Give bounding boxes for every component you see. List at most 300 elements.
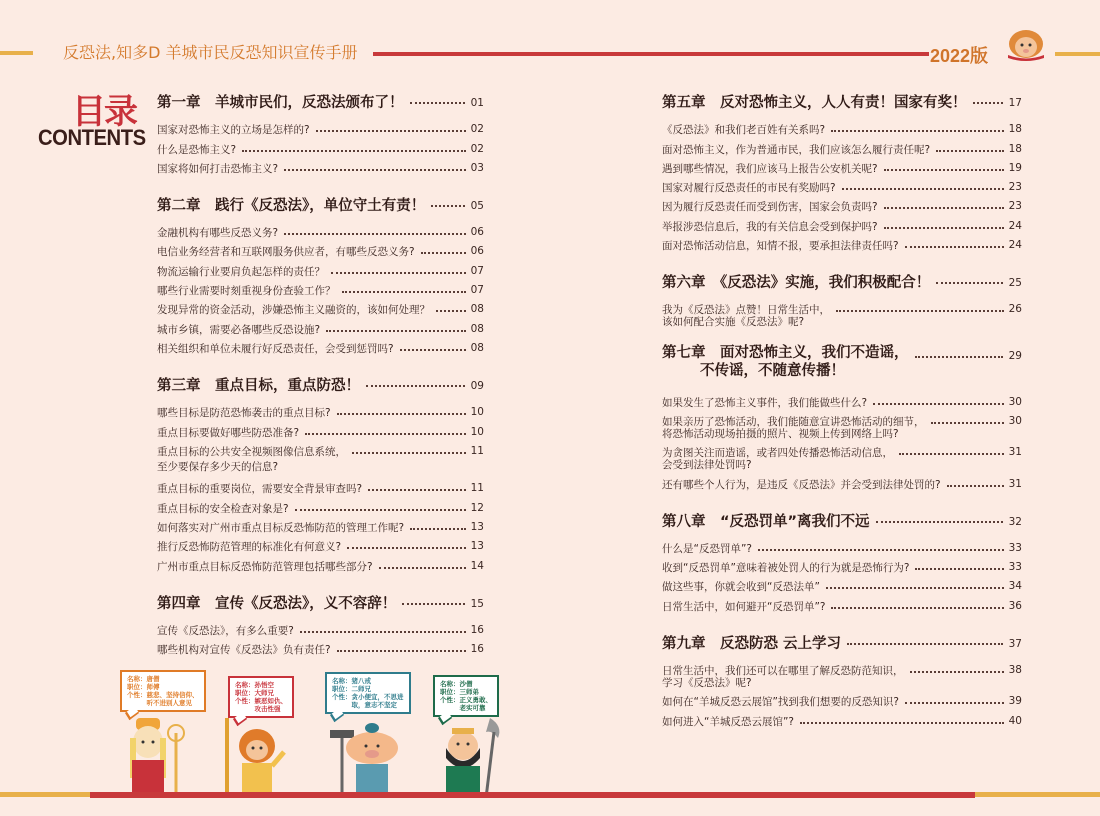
- dot-leader: [876, 521, 1003, 523]
- bubble-line: 名称：猪八戒: [332, 677, 371, 685]
- toc-entry-row: [157, 496, 484, 515]
- bubble-line: 取，意志不坚定: [332, 701, 397, 709]
- chapter-title: [157, 592, 396, 613]
- dot-leader: [337, 650, 466, 652]
- chapter-page-number: 25: [1008, 277, 1022, 290]
- entry-page-number: 03: [470, 161, 484, 174]
- chapter-heading-link[interactable]: [662, 629, 1022, 653]
- dot-leader: [352, 452, 466, 454]
- dot-leader: [331, 272, 466, 274]
- entry-title: 哪些目标是防范恐怖袭击的重点目标?: [157, 407, 331, 420]
- entry-title: 日常生活中，我们还可以在哪里了解反恐防范知识，: [662, 665, 904, 678]
- entry-page-number: 33: [1008, 541, 1022, 554]
- toc-entry[interactable]: [157, 298, 484, 317]
- toc-entry-row: [662, 410, 1022, 429]
- toc-entry[interactable]: [157, 554, 484, 573]
- footer-gold-bar-right: [975, 792, 1100, 797]
- toc-entry-row: [662, 441, 1022, 460]
- chapter-title: [157, 194, 425, 215]
- chapter-page-number: 15: [470, 597, 484, 610]
- toc-entry-row: [157, 477, 484, 496]
- header-title: 反恐法,知多D 羊城市民反恐知识宣传手册: [63, 43, 358, 62]
- chapter-title: [662, 91, 967, 112]
- chapter-page-number: 29: [1008, 350, 1022, 363]
- toc-entry[interactable]: [157, 259, 484, 278]
- entry-title: 重点目标要做好哪些防恐准备?: [157, 426, 300, 439]
- toc-entry-row: [157, 420, 484, 439]
- toc-chapter: [662, 88, 1022, 253]
- toc-entry-row: [662, 537, 1022, 556]
- chapter-heading-link[interactable]: [157, 371, 484, 395]
- toc-entry-row: [662, 157, 1022, 176]
- toc-entry-row: [662, 690, 1022, 709]
- dot-leader: [366, 385, 465, 387]
- edition-label: 2022版: [930, 46, 989, 66]
- chapter-page-number: 17: [1008, 97, 1022, 109]
- chapter-page-number: 01: [470, 97, 484, 109]
- toc-chapter: [157, 191, 484, 356]
- entry-title: 《反恐法》和我们老百姓有关系吗?: [662, 124, 826, 137]
- dot-leader: [410, 102, 465, 104]
- dot-leader: [284, 169, 466, 171]
- chapter-heading-link[interactable]: [662, 344, 1022, 384]
- dot-leader: [931, 422, 1004, 424]
- entry-page-number: 02: [470, 142, 484, 155]
- entry-page-number: 08: [470, 341, 484, 354]
- bubble-line: 个性：贪小便宜，不思进: [332, 693, 404, 701]
- toc-entry-row: [157, 535, 484, 554]
- toc-entry[interactable]: [157, 118, 484, 137]
- bubble-line: 名称：沙僧: [440, 680, 473, 688]
- bubble-line: 听不进别人意见: [127, 699, 192, 707]
- dot-leader: [910, 671, 1004, 673]
- entry-title: 收到“反恐罚单”意味着被处罚人的行为就是恐怖行为?: [662, 562, 910, 575]
- entry-title: 因为履行反恐责任而受到伤害，国家会负责吗?: [662, 201, 878, 214]
- dot-leader: [836, 310, 1004, 312]
- entry-page-number: 11: [470, 444, 484, 457]
- toc-entry-row: [662, 118, 1022, 137]
- toc-entry[interactable]: [662, 176, 1022, 195]
- entry-title: 我为《反恐法》点赞！日常生活中，: [662, 304, 830, 317]
- toc-entry[interactable]: [662, 390, 1022, 409]
- entry-page-number: 23: [1008, 200, 1022, 213]
- toc-entry[interactable]: [157, 477, 484, 496]
- bubble-line: 攻击性强: [235, 705, 281, 713]
- entry-page-number: 18: [1008, 142, 1022, 155]
- bubble-line: 职位：二师兄: [332, 685, 371, 693]
- dot-leader: [342, 291, 466, 293]
- dot-leader: [831, 607, 1003, 609]
- entry-page-number: 16: [470, 643, 484, 656]
- entry-page-number: 34: [1008, 580, 1022, 593]
- entry-title: 如果亲历了恐怖活动，我们能随意宣讲恐怖活动的细节，: [662, 415, 925, 428]
- entry-page-number: 07: [470, 284, 484, 297]
- entry-title: 什么是恐怖主义?: [157, 143, 237, 156]
- character-tang-monk-icon: [118, 718, 188, 802]
- toc-entry[interactable]: [157, 157, 484, 176]
- dot-leader: [337, 413, 466, 415]
- entry-page-number: 40: [1008, 714, 1022, 727]
- monkey-mascot-icon: [1004, 28, 1048, 62]
- entry-page-number: 33: [1008, 561, 1022, 574]
- dot-leader: [915, 568, 1003, 570]
- speech-bubble-sandy: [433, 675, 499, 717]
- header-gold-bar-left: [0, 51, 33, 55]
- toc-entry-row: [662, 594, 1022, 613]
- toc-entry-row: [157, 298, 484, 317]
- entry-page-number: 31: [1008, 477, 1022, 490]
- entry-title: 还有哪些个人行为，是违反《反恐法》并会受到法律处罚的?: [662, 478, 941, 491]
- toc-entry-row: [662, 709, 1022, 728]
- chapter-title: [157, 91, 404, 112]
- toc-entry[interactable]: [157, 337, 484, 356]
- entry-title-continued: 学习《反恐法》呢?: [662, 677, 752, 690]
- toc-entry[interactable]: [662, 537, 1022, 556]
- character-pigsy-icon: [322, 718, 412, 802]
- toc-chapter: [157, 371, 484, 574]
- character-sandy-icon: [428, 718, 508, 802]
- toc-entry-row: [157, 221, 484, 240]
- dot-leader: [800, 722, 1004, 724]
- entry-title: 哪些行业需要时刻重视身份查验工作？: [157, 285, 336, 298]
- dot-leader: [905, 246, 1004, 248]
- toc-entry[interactable]: [662, 157, 1022, 176]
- bubble-line: 个性：慈悲、坚持信仰、: [127, 691, 199, 699]
- toc-entry-row: [157, 516, 484, 535]
- toc-entry-row: [157, 137, 484, 156]
- chapter-items: [157, 401, 484, 574]
- dot-leader: [242, 150, 466, 152]
- toc-entry-row: [157, 638, 484, 657]
- entry-title: 发现异常的资金活动，涉嫌恐怖主义融资的，该如何处理？: [157, 304, 430, 317]
- chapter-heading-link[interactable]: [157, 191, 484, 215]
- entry-page-number: 10: [470, 406, 484, 419]
- toc-entry-row: [662, 390, 1022, 409]
- chapter-page-number: 09: [470, 379, 484, 392]
- header-red-bar: [373, 52, 929, 56]
- dot-leader: [368, 489, 466, 491]
- chapter-title-line: 第一章 羊城市民们，反恐法颁布了！: [157, 95, 404, 111]
- entry-page-number: 38: [1008, 664, 1022, 677]
- toc-entry[interactable]: [157, 638, 484, 657]
- chapter-title-line: 第五章 反对恐怖主义，人人有责！国家有奖！: [662, 95, 967, 111]
- bubble-line: 职位：大师兄: [235, 689, 274, 697]
- toc-heading-en: CONTENTS: [38, 125, 146, 150]
- entry-title: 举报涉恐信息后，我的有关信息会受到保护吗?: [662, 220, 878, 233]
- entry-page-number: 39: [1008, 695, 1022, 708]
- header-gold-bar-right: [1055, 52, 1100, 56]
- toc-entry-row: [157, 317, 484, 336]
- footer-gold-bar-left: [0, 792, 90, 797]
- toc-entry-row: [662, 575, 1022, 594]
- chapter-title: [662, 510, 870, 531]
- bubble-line: 个性：正义勇敢、: [440, 696, 492, 704]
- toc-entry[interactable]: [662, 690, 1022, 709]
- entry-title: 重点目标的重要岗位，需要安全背景审查吗?: [157, 483, 363, 496]
- dot-leader: [973, 102, 1003, 104]
- dot-leader: [316, 130, 466, 132]
- toc-entry[interactable]: [157, 516, 484, 535]
- chapter-title-line: 不传谣，不随意传播！: [700, 363, 845, 380]
- toc-entry-row: [662, 214, 1022, 233]
- toc-chapter: [662, 344, 1022, 491]
- entry-title-continued: 会受到法律处罚吗?: [662, 459, 752, 472]
- entry-title: 相关组织和单位未履行好反恐责任，会受到惩罚吗?: [157, 342, 394, 355]
- chapter-title-line: 第六章 《反恐法》实施，我们积极配合！: [662, 275, 931, 292]
- entry-title: 遇到哪些情况，我们应该马上报告公安机关呢?: [662, 162, 878, 175]
- entry-title: 电信业务经营者和互联网服务供应者，有哪些反恐义务?: [157, 246, 415, 259]
- toc-entry[interactable]: [662, 410, 1022, 441]
- toc-entry-row: [157, 259, 484, 278]
- dot-leader: [899, 453, 1004, 455]
- toc-left-column: [157, 88, 484, 657]
- chapter-title-line: 第四章 宣传《反恐法》，义不容辞！: [157, 595, 397, 612]
- toc-entry-row: [157, 240, 484, 259]
- chapter-title: [157, 374, 360, 395]
- toc-entry[interactable]: [662, 118, 1022, 137]
- chapter-items: [662, 298, 1022, 329]
- chapter-heading-link[interactable]: [662, 268, 1022, 292]
- dot-leader: [947, 485, 1004, 487]
- entry-page-number: 26: [1008, 303, 1022, 316]
- toc-entry[interactable]: [157, 420, 484, 439]
- dot-leader: [431, 205, 464, 207]
- toc-entry[interactable]: [662, 472, 1022, 491]
- entry-page-number: 24: [1008, 219, 1022, 232]
- dot-leader: [826, 587, 1004, 589]
- speech-bubble-monkey-king: [228, 676, 294, 718]
- toc-entry-row: [157, 440, 484, 459]
- entry-page-number: 06: [470, 245, 484, 258]
- entry-title: 哪些机构对宣传《反恐法》负有责任?: [157, 644, 331, 657]
- toc-entry[interactable]: [157, 440, 484, 478]
- entry-title: 城市乡镇，需要必备哪些反恐设施?: [157, 323, 321, 336]
- chapter-items: [662, 118, 1022, 253]
- entry-page-number: 10: [470, 425, 484, 438]
- toc-entry[interactable]: [157, 221, 484, 240]
- entry-page-number: 24: [1008, 239, 1022, 252]
- entry-title: 如何在“羊城反恐云展馆”找到我们想要的反恐知识?: [662, 696, 899, 709]
- dot-leader: [300, 631, 466, 633]
- dot-leader: [884, 169, 1004, 171]
- dot-leader: [379, 567, 466, 569]
- chapter-title-line: 第二章 践行《反恐法》，单位守土有责！: [157, 197, 426, 214]
- dot-leader: [915, 356, 1003, 358]
- entry-title: 重点目标的安全检查对象是?: [157, 502, 289, 515]
- dot-leader: [884, 207, 1004, 209]
- toc-entry[interactable]: [662, 709, 1022, 728]
- speech-bubble-tang-monk: [120, 670, 206, 712]
- toc-entry-row: [662, 234, 1022, 253]
- chapter-page-number: 37: [1008, 637, 1022, 650]
- entry-page-number: 14: [470, 559, 484, 572]
- bubble-line: 职位：三师弟: [440, 688, 479, 696]
- entry-title: 为贪图关注而造谣，或者四处传播恐怖活动信息，: [662, 447, 893, 460]
- dot-leader: [436, 310, 466, 312]
- dot-leader: [831, 130, 1004, 132]
- dot-leader: [410, 528, 466, 530]
- chapter-title: [662, 344, 909, 380]
- toc-chapter: [157, 589, 484, 658]
- bubble-line: 个性：嫉恶如仇、: [235, 697, 287, 705]
- toc-entry[interactable]: [157, 137, 484, 156]
- entry-title: 物流运输行业要肩负起怎样的责任？: [157, 265, 325, 278]
- entry-page-number: 06: [470, 226, 484, 239]
- entry-title: 做这些事，你就会收到“反恐法单”: [662, 581, 820, 594]
- dot-leader: [402, 603, 464, 605]
- entry-title: 日常生活中，如何避开“反恐罚单”?: [662, 600, 826, 613]
- toc-entry[interactable]: [157, 496, 484, 515]
- dot-leader: [884, 227, 1004, 229]
- entry-page-number: 18: [1008, 123, 1022, 136]
- dot-leader: [936, 282, 1002, 284]
- toc-entry-row: [662, 298, 1022, 317]
- toc-entry[interactable]: [157, 240, 484, 259]
- toc-entry[interactable]: [662, 441, 1022, 472]
- toc-heading-cn: 目录: [72, 92, 136, 132]
- entry-title: 国家对恐怖主义的立场是怎样的?: [157, 124, 310, 137]
- entry-page-number: 08: [470, 303, 484, 316]
- entry-title: 如何进入“羊城反恐云展馆”?: [662, 715, 794, 728]
- dot-leader: [326, 330, 466, 332]
- dot-leader: [347, 547, 466, 549]
- entry-page-number: 23: [1008, 181, 1022, 194]
- entry-title: 国家将如何打击恐怖主义?: [157, 162, 279, 175]
- dot-leader: [842, 188, 1004, 190]
- entry-page-number: 16: [470, 623, 484, 636]
- toc-right-column: [662, 88, 1022, 729]
- dot-leader: [284, 233, 466, 235]
- toc-entry[interactable]: [157, 535, 484, 554]
- chapter-items: [157, 221, 484, 356]
- entry-page-number: 30: [1008, 414, 1022, 427]
- toc-chapter: [662, 629, 1022, 729]
- toc-entry[interactable]: [157, 317, 484, 336]
- dot-leader: [305, 433, 466, 435]
- entry-page-number: 19: [1008, 161, 1022, 174]
- toc-entry-row: [157, 118, 484, 137]
- toc-entry-row: [157, 619, 484, 638]
- toc-entry[interactable]: [662, 234, 1022, 253]
- dot-leader: [400, 349, 466, 351]
- entry-title: 国家对履行反恐责任的市民有奖励吗?: [662, 182, 836, 195]
- entry-title: 宣传《反恐法》，有多么重要?: [157, 624, 294, 637]
- chapter-title-line: 第八章 “反恐罚单”离我们不远: [662, 513, 870, 530]
- toc-entry-row: [662, 472, 1022, 491]
- entry-page-number: 13: [470, 521, 484, 534]
- chapter-heading-link[interactable]: [662, 88, 1022, 112]
- bubble-line: 名称：唐僧: [127, 675, 160, 683]
- chapter-title: [662, 632, 841, 653]
- entry-title: 推行反恐怖防范管理的标准化有何意义?: [157, 541, 342, 554]
- dot-leader: [905, 702, 1004, 704]
- toc-chapter: [662, 507, 1022, 614]
- bubble-line: 名称：孙悟空: [235, 681, 274, 689]
- toc-chapter: [662, 268, 1022, 329]
- toc-entry-row: [157, 401, 484, 420]
- entry-title: 如果发生了恐怖主义事件，我们能做些什么?: [662, 396, 868, 409]
- toc-entry[interactable]: [662, 594, 1022, 613]
- toc-entry[interactable]: [662, 298, 1022, 329]
- toc-chapter: [157, 88, 484, 176]
- toc-entry[interactable]: [662, 556, 1022, 575]
- entry-page-number: 08: [470, 322, 484, 335]
- entry-page-number: 13: [470, 540, 484, 553]
- dot-leader: [421, 252, 466, 254]
- dot-leader: [873, 403, 1004, 405]
- dot-leader: [295, 509, 466, 511]
- entry-page-number: 02: [470, 123, 484, 136]
- chapter-title: [662, 271, 930, 292]
- toc-entry-row: [157, 279, 484, 298]
- toc-entry[interactable]: [157, 619, 484, 638]
- entry-title-continued: 将恐怖活动现场拍摄的照片、视频上传到网络上吗?: [662, 427, 899, 440]
- chapter-page-number: 05: [470, 199, 484, 212]
- bubble-line: 职位：师傅: [127, 683, 160, 691]
- bubble-line: 老实可靠: [440, 704, 486, 712]
- toc-entry[interactable]: [662, 214, 1022, 233]
- chapter-heading-link[interactable]: [157, 589, 484, 613]
- chapter-title-line: 第九章 反恐防恐 云上学习: [662, 635, 842, 652]
- toc-entry[interactable]: [662, 137, 1022, 156]
- entry-page-number: 12: [470, 501, 484, 514]
- character-monkey-king-icon: [222, 718, 292, 802]
- dot-leader: [936, 150, 1004, 152]
- toc-entry[interactable]: [662, 195, 1022, 214]
- speech-bubble-pigsy: [325, 672, 411, 714]
- entry-page-number: 11: [470, 482, 484, 495]
- toc-entry-row: [662, 195, 1022, 214]
- chapter-items: [662, 537, 1022, 614]
- entry-title: 金融机构有哪些反恐义务?: [157, 227, 279, 240]
- toc-entry-row: [157, 554, 484, 573]
- toc-entry-row: [662, 556, 1022, 575]
- entry-title-continued: 至少要保存多少天的信息?: [157, 460, 279, 473]
- chapter-page-number: 32: [1008, 515, 1022, 528]
- toc-entry-row: [662, 176, 1022, 195]
- toc-entry-row: [157, 157, 484, 176]
- toc-entry-row: [662, 659, 1022, 678]
- entry-title-continued: 该如何配合实施《反恐法》呢?: [662, 316, 805, 329]
- entry-page-number: 07: [470, 264, 484, 277]
- toc-entry-row: [157, 337, 484, 356]
- entry-title: 重点目标的公共安全视频图像信息系统，: [157, 445, 346, 458]
- toc-entry[interactable]: [157, 401, 484, 420]
- entry-title: 面对恐怖活动信息，知情不报，要承担法律责任吗?: [662, 240, 899, 253]
- entry-title: 如何落实对广州市重点目标反恐怖防范的管理工作呢?: [157, 522, 405, 535]
- entry-title: 什么是“反恐罚单”?: [662, 542, 752, 555]
- toc-entry[interactable]: [662, 659, 1022, 690]
- footer-red-bar: [90, 792, 975, 798]
- chapter-items: [157, 118, 484, 176]
- entry-page-number: 36: [1008, 599, 1022, 612]
- entry-title: 广州市重点目标反恐怖防范管理包括哪些部分?: [157, 560, 373, 573]
- chapter-heading-link[interactable]: [157, 88, 484, 112]
- chapter-title-line: 第三章 重点目标，重点防恐！: [157, 377, 360, 394]
- toc-entry[interactable]: [662, 575, 1022, 594]
- chapter-title-line: 第七章 面对恐怖主义，我们不造谣，: [662, 345, 909, 362]
- dot-leader: [758, 549, 1004, 551]
- toc-entry[interactable]: [157, 279, 484, 298]
- entry-title: 面对恐怖主义，作为普通市民，我们应该怎么履行责任呢?: [662, 143, 931, 156]
- toc-entry-row: [662, 137, 1022, 156]
- entry-page-number: 30: [1008, 395, 1022, 408]
- entry-page-number: 31: [1008, 446, 1022, 459]
- chapter-heading-link[interactable]: [662, 507, 1022, 531]
- dot-leader: [847, 643, 1003, 645]
- chapter-items: [662, 659, 1022, 729]
- chapter-items: [157, 619, 484, 658]
